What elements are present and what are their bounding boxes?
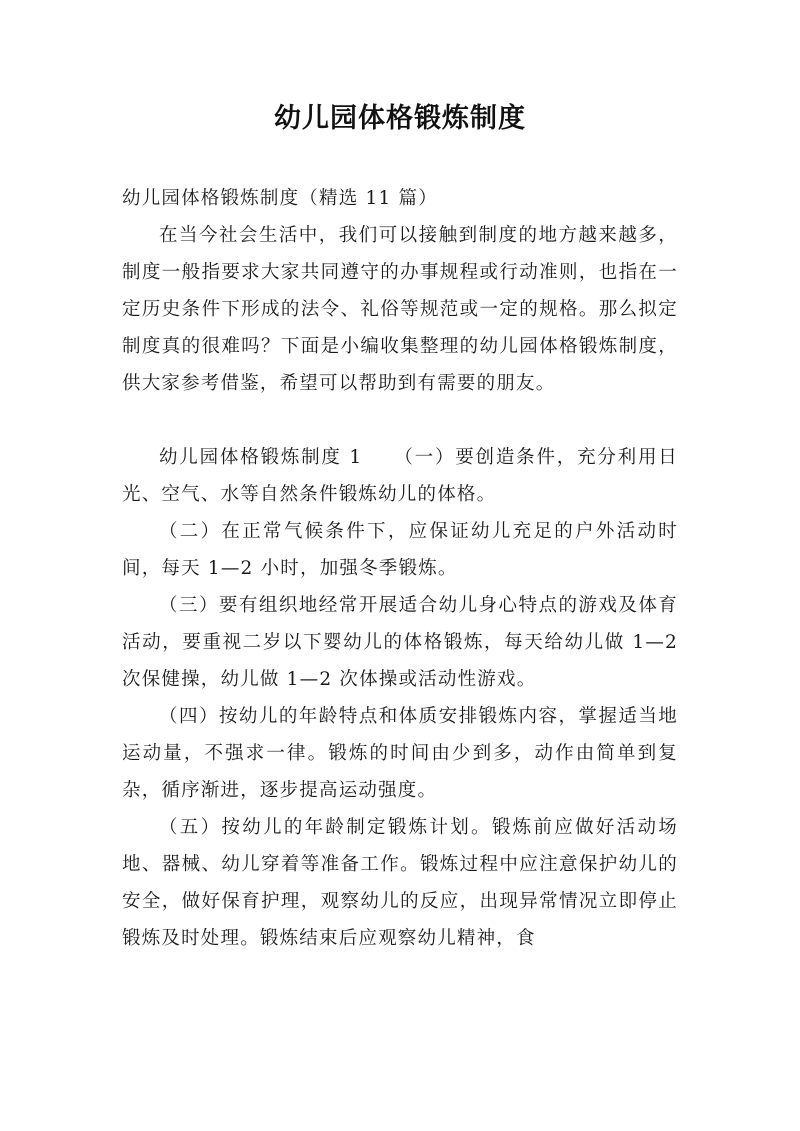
section-paragraph-4: （四）按幼儿的年龄特点和体质安排锻炼内容，掌握适当地运动量，不强求一律。锻炼的时间由少到多，动作由简单到复杂，循序渐进，逐步提高运动强度。 bbox=[122, 706, 678, 801]
document-body bbox=[122, 180, 678, 957]
section-paragraph-3: （三）要有组织地经常开展适合幼儿身心特点的游戏及体育活动，要重视二岁以下婴幼儿的体格锻炼，每天给幼儿做 1—2 次保健操，幼儿做 1—2 次体操或活动性游戏。 bbox=[122, 595, 678, 690]
section-paragraph-5: （五）按幼儿的年龄制定锻炼计划。锻炼前应做好活动场地、器械、幼儿穿着等准备工作。锻炼过程中应注意保护幼儿的安全，做好保育护理，观察幼儿的反应，出现异常情况立即停止锻炼及时处理。锻炼结束后应观察幼儿精神，食 bbox=[122, 817, 678, 949]
document-subtitle: 幼儿园体格锻炼制度（精选 11 篇） bbox=[122, 188, 438, 209]
document-title: 幼儿园体格锻炼制度 bbox=[274, 103, 526, 134]
intro-paragraph: 在当今社会生活中，我们可以接触到制度的地方越来越多，制度一般指要求大家共同遵守的办事规程或行动准则，也指在一定历史条件下形成的法令、礼俗等规范或一定的规格。那么拟定制度真的很难吗？下面是小编收集整理的幼儿园体格锻炼制度，供大家参考借鉴，希望可以帮助到有需要的朋友。 bbox=[122, 225, 678, 394]
section-paragraph-2: （二）在正常气候条件下，应保证幼儿充足的户外活动时间，每天 1—2 小时，加强冬季锻炼。 bbox=[122, 521, 678, 579]
paragraph-gap bbox=[122, 402, 678, 439]
section-paragraph-1: 幼儿园体格锻炼制度 1 （一）要创造条件，充分利用日光、空气、水等自然条件锻炼幼儿的体格。 bbox=[122, 447, 678, 505]
